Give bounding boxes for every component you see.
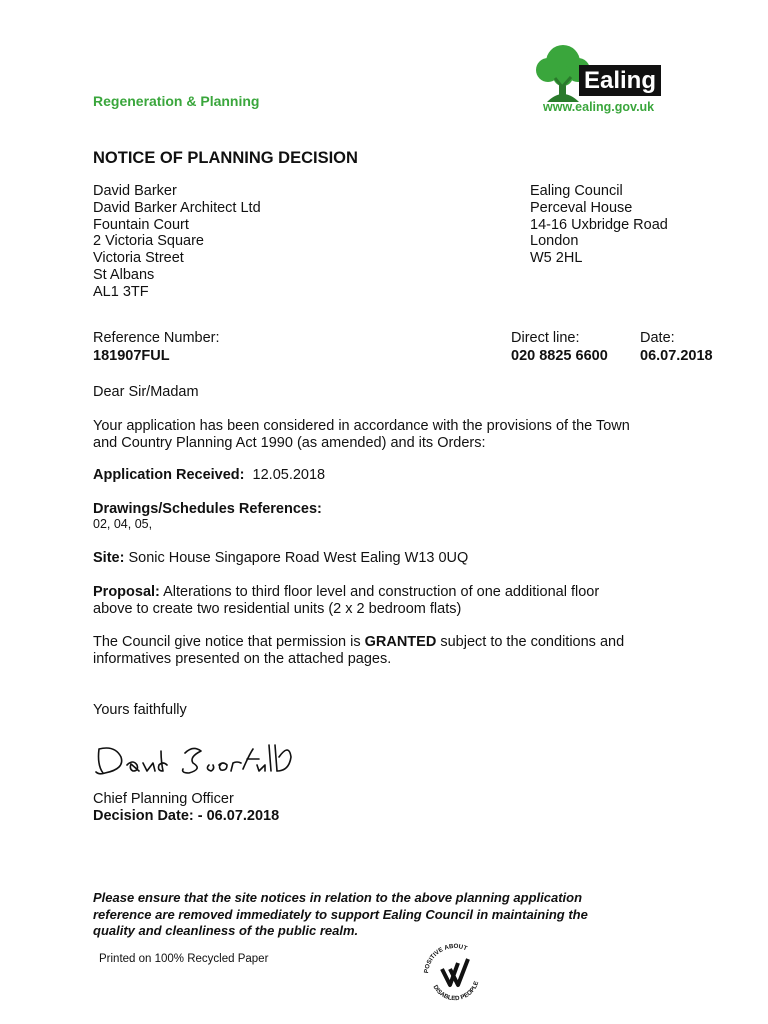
svg-text:POSITIVE ABOUT: POSITIVE ABOUT	[423, 942, 469, 974]
ealing-logo	[531, 40, 676, 118]
recipient-line: David Barker	[93, 183, 177, 199]
date-value: 06.07.2018	[640, 348, 713, 364]
sender-address	[530, 183, 668, 267]
site-value: Sonic House Singapore Road West Ealing W13 0UQ	[128, 550, 469, 566]
drawings-value: 02, 04, 05,	[93, 517, 153, 531]
salutation: Dear Sir/Madam	[93, 384, 199, 400]
application-received-label: Application Received:	[93, 467, 245, 483]
site-label: Site:	[93, 550, 125, 566]
recipient-address	[93, 183, 261, 301]
drawings-label: Drawings/Schedules References:	[93, 501, 322, 517]
recycled-paper-note: Printed on 100% Recycled Paper	[99, 953, 269, 965]
logo-text: Ealing	[579, 65, 661, 96]
page-title: NOTICE OF PLANNING DECISION	[93, 149, 358, 167]
notice-line: quality and cleanliness of the public realm.	[93, 923, 359, 938]
direct-line-value: 020 8825 6600	[511, 348, 608, 364]
proposal	[93, 584, 693, 618]
decision-prefix: The Council give notice that permission is	[93, 634, 361, 650]
closing: Yours faithfully	[93, 702, 187, 718]
proposal-label: Proposal:	[93, 584, 160, 600]
svg-text:DISABLED PEOPLE: DISABLED PEOPLE	[431, 980, 481, 1001]
proposal-line: Alterations to third floor level and construction of one additional floor	[163, 584, 600, 600]
signature	[93, 735, 298, 783]
reference-label: Reference Number:	[93, 330, 220, 346]
sender-line: Perceval House	[530, 199, 633, 216]
recipient-line: Victoria Street	[93, 250, 184, 267]
recipient-line: AL1 3TF	[93, 283, 149, 300]
logo-url: www.ealing.gov.uk	[543, 100, 655, 114]
sender-line: W5 2HL	[530, 250, 583, 267]
two-ticks-badge-icon	[420, 939, 490, 1001]
department-name: Regeneration & Planning	[93, 93, 260, 109]
signatory-title: Chief Planning Officer	[93, 791, 234, 807]
date-label: Date:	[640, 330, 675, 346]
recipient-line: David Barker Architect Ltd	[93, 199, 261, 216]
site	[93, 550, 468, 567]
reference-number: 181907FUL	[93, 348, 170, 364]
notice-line: Please ensure that the site notices in relation to the above planning application	[93, 890, 583, 905]
decision-suffix: subject to the conditions and	[440, 634, 625, 650]
intro-line: and Country Planning Act 1990 (as amended) and its Orders:	[93, 435, 486, 451]
intro-paragraph	[93, 418, 693, 452]
decision-word: GRANTED	[364, 634, 437, 650]
application-received-value: 12.05.2018	[252, 467, 326, 483]
sender-line: 14-16 Uxbridge Road	[530, 216, 668, 233]
recipient-line: St Albans	[93, 266, 155, 283]
decision-date: Decision Date: - 06.07.2018	[93, 808, 280, 824]
direct-line-label: Direct line:	[511, 330, 580, 346]
sender-line: Ealing Council	[530, 183, 623, 199]
decision-line: informatives presented on the attached pages.	[93, 651, 392, 667]
proposal-line: above to create two residential units (2 x 2 bedroom flats)	[93, 601, 462, 617]
application-received	[93, 467, 325, 484]
sender-line: London	[530, 233, 579, 250]
notice-line: reference are removed immediately to support Ealing Council in maintaining the	[93, 906, 588, 922]
recipient-line: Fountain Court	[93, 216, 189, 233]
recipient-line: 2 Victoria Square	[93, 233, 204, 250]
intro-line: Your application has been considered in accordance with the provisions of the Town	[93, 418, 630, 434]
site-notice-paragraph	[93, 890, 713, 940]
decision-paragraph	[93, 634, 693, 668]
